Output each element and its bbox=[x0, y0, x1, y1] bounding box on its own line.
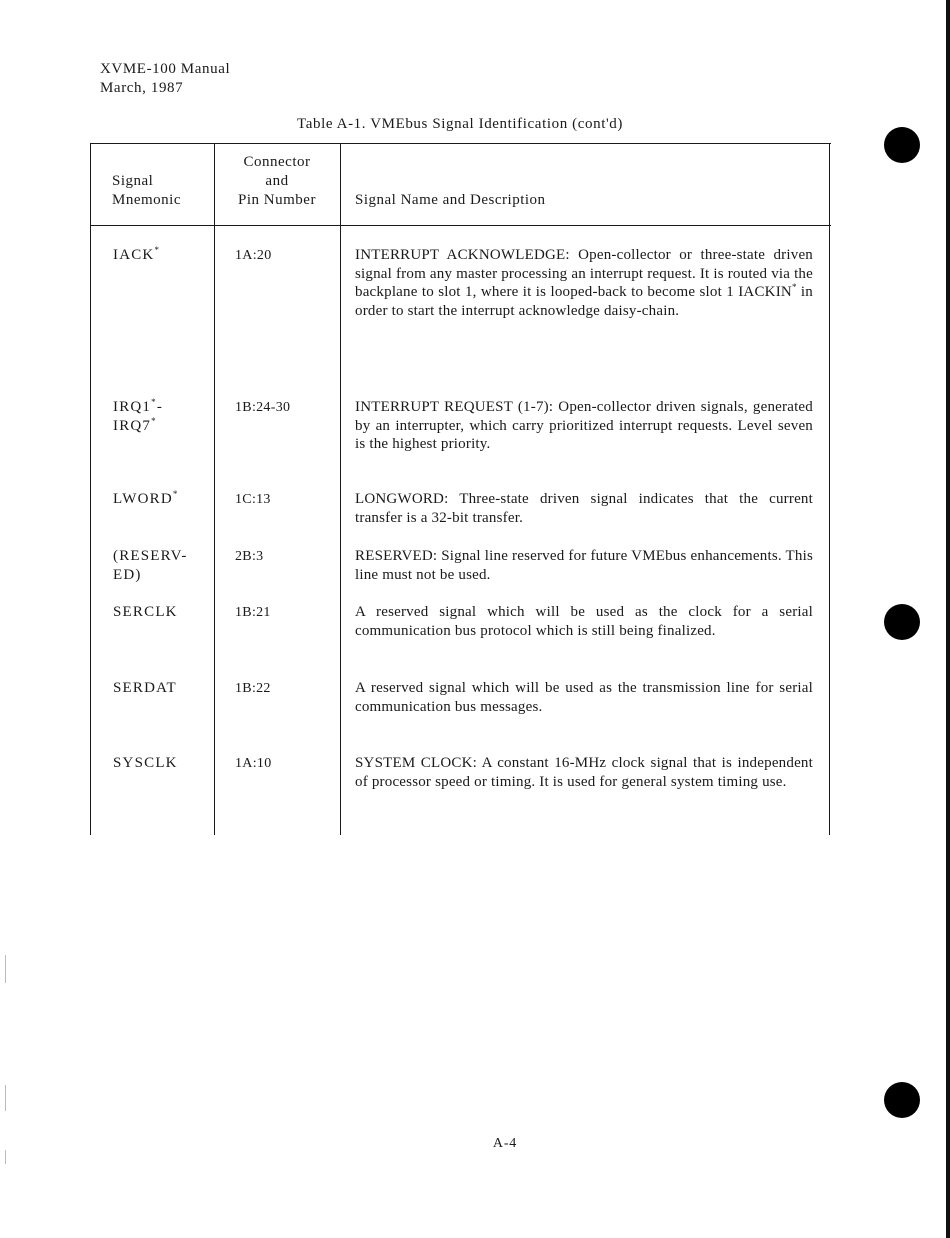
scan-mark bbox=[5, 1085, 6, 1111]
column-header-mnemonic: Signal Mnemonic bbox=[112, 173, 181, 208]
signal-description: INTERRUPT ACKNOWLEDGE: Open-collector or three-state driven signal from any master processing an interrupt request. It is routed via the backplane to slot 1, where it is looped-back to become slot 1 IACKIN* in order to start the interrupt acknowledge daisy-chain. bbox=[355, 247, 813, 320]
signal-description: INTERRUPT REQUEST (1-7): Open-collector driven signals, generated by an interrupter, which carry prioritized interrupt requests. Level seven is the highest priority. bbox=[355, 399, 813, 453]
signal-mnemonic: (RESERV- ED) bbox=[113, 548, 188, 583]
signal-mnemonic: IACK* bbox=[113, 245, 161, 263]
pin-number: 1B:21 bbox=[235, 605, 271, 620]
signal-description: LONGWORD: Three-state driven signal indicates that the current transfer is a 32-bit transfer. bbox=[355, 491, 813, 526]
pin-number: 1C:13 bbox=[235, 492, 271, 507]
header-rule bbox=[90, 225, 831, 226]
binder-hole-top bbox=[884, 127, 920, 163]
page-edge bbox=[946, 0, 950, 1238]
signal-mnemonic: IRQ1*- IRQ7* bbox=[113, 397, 164, 434]
signal-table bbox=[90, 143, 831, 835]
column-header-description: Signal Name and Description bbox=[355, 192, 546, 208]
column-divider-1 bbox=[214, 143, 215, 835]
page-number: A-4 bbox=[492, 1136, 518, 1151]
document-header bbox=[100, 60, 230, 98]
scan-mark bbox=[5, 955, 6, 983]
signal-description: A reserved signal which will be used as the clock for a serial communication bus protocol which is still being finalized. bbox=[355, 604, 813, 639]
table-caption: Table A-1. VMEbus Signal Identification (cont'd) bbox=[297, 116, 623, 132]
table-border-right bbox=[829, 143, 830, 835]
signal-mnemonic: LWORD* bbox=[113, 489, 179, 507]
column-header-pin: Connector and Pin Number bbox=[238, 154, 316, 208]
pin-number: 2B:3 bbox=[235, 549, 264, 564]
signal-description: SYSTEM CLOCK: A constant 16-MHz clock signal that is independent of processor speed or timing. It is used for general system timing use. bbox=[355, 755, 813, 790]
manual-date: March, 1987 bbox=[100, 80, 184, 96]
column-divider-2 bbox=[340, 143, 341, 835]
pin-number: 1A:20 bbox=[235, 248, 272, 263]
pin-number: 1B:24-30 bbox=[235, 400, 291, 415]
signal-description: A reserved signal which will be used as the transmission line for serial communication bus messages. bbox=[355, 680, 813, 715]
binder-hole-middle bbox=[884, 604, 920, 640]
signal-mnemonic: SERDAT bbox=[113, 680, 177, 696]
scan-mark bbox=[5, 1150, 6, 1164]
table-top-rule bbox=[90, 143, 831, 144]
signal-mnemonic: SERCLK bbox=[113, 604, 178, 620]
binder-hole-bottom bbox=[884, 1082, 920, 1118]
table-border-left bbox=[90, 143, 91, 835]
pin-number: 1B:22 bbox=[235, 681, 271, 696]
pin-number: 1A:10 bbox=[235, 756, 272, 771]
manual-title: XVME-100 Manual bbox=[100, 61, 231, 77]
signal-description: RESERVED: Signal line reserved for future VMEbus enhancements. This line must not be used. bbox=[355, 548, 813, 583]
signal-mnemonic: SYSCLK bbox=[113, 755, 178, 771]
